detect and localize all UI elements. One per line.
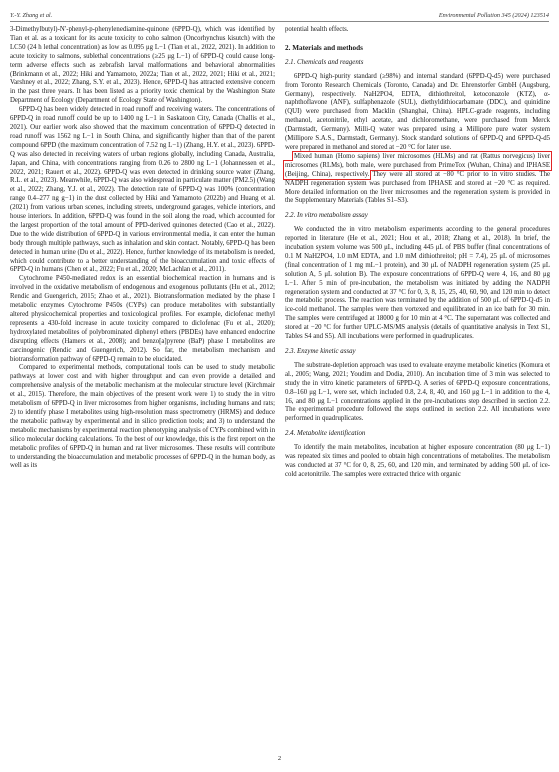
- running-head-authors: Y.-Y. Zhang et al.: [10, 12, 53, 19]
- running-head-journal: Environmental Pollution 345 (2024) 123514: [438, 12, 549, 19]
- intro-paragraph-3: Cytochrome P450-mediated redox is an essential biochemical reaction in humans and is involved in the oxidative metabolism of endogenous and exogenous pollutants (Hu et al., 2012; Rendic and Guengerich, 2015; Zhao et al., 2021). Biotransformation mediated by the phase I metabolic enzymes Cytochrome P450s (CYPs) can produce metabolites with substantially altered physicochemical properties and toxicological profiles. For example, diclofenac methyl represents a 430-fold increase in acute toxicity compared to diclofenac (Fu et al., 2020); hydroxylated metabolites of polybrominated diphenyl ethers (PBDEs) have enhanced endocrine disrupting effects (Hamers et al., 2008); and benzo[a]pyrene (BaP) phase I metabolites are carcinogenic (Rendic and Guengerich, 2012). So far, the metabolism mechanism and biotransformation pathway of 6PPD-Q remain to be elucidated.: [10, 275, 275, 363]
- highlighted-microsomes-sentence: Mixed human (Homo sapiens) liver microsomes (HLMs) and rat (Rattus norvegicus) liver microsomes (RLMs), both male, were purchased from PrimeTox (Wuhan, China) and IPHASE (Beijing, China), respectively.: [285, 152, 550, 178]
- subsection-heading-in-vitro: 2.2. In vitro metabolism assay: [285, 212, 368, 220]
- intro-paragraph-end: potential health effects.: [285, 26, 349, 33]
- metabolite-identification-paragraph: To identify the main metabolites, incubation at higher exposure concentration (80 μg L−1) was repeated six times and pooled to obtain high concentrations of metabolites. The metabolism was conducted at 37 °C for 0, 8, 25, 60, and 120 min, and terminated by adding 500 μL of ice-cold acetonitrile. The samples were extracted thrice with organic: [285, 444, 550, 478]
- right-column: [285, 26, 550, 480]
- in-vitro-paragraph: We conducted the in vitro metabolism experiments according to the general procedures reported in literature (He et al., 2021; Hou et al., 2018; Zhang et al., 2018). In brief, the incubation system volume was 500 μL, including 445 μL of PBS buffer (final concentrations of 0.1 M NaH2PO4, 1.0 mM EDTA, and 1.0 mM dithiothreitol; pH = 7.4), 25 μL of microsomes (final concentration of 1 mg mL−1 protein), and 30 μL of NADPH regeneration system (25 μL solution A, 5 μL solution B). The exposure concentrations of 6PPD-Q were 4, 16, and 80 μg L−1. After 5 min of pre-incubation, the metabolism was initiated by adding the NADPH regeneration system and conducted at 37 °C for 0, 3, 8, 15, 25, 40, 60, 90, and 120 min to detect the metabolic process. The reaction was terminated by the addition of 500 μL of 6PPD-Q-d5 in ice-cold methanol. The samples were then vortexed and equilibrated in an ice bath for 30 min. The samples were centrifuged at 18000 g for 10 min at 4 °C. The supernatant was collected and stored at −20 °C for further UPLC-MS/MS analysis (details of quantitative analysis in Text S1, Tables S4 and S5). All incubations were performed in quadruplicates.: [285, 226, 550, 341]
- left-column: [10, 26, 275, 471]
- subsection-heading-chemicals: 2.1. Chemicals and reagents: [285, 58, 364, 66]
- chemicals-paragraph: 6PPD-Q high-purity standard (≥98%) and internal standard (6PPD-Q-d5) were purchased from Toronto Research Chemicals (Toronto, Canada) and Dr. Ehrenstorfer GmbH (Augsburg, Germany), respectively. NaH2PO4, EDTA, dithiothreitol, ketoconazole (KTZ), α-naphthoflavone (ANF), sulfaphenazole (SUL), diethyldithiocarbamate (DDC), and quinidine (QUI) were purchased from Macklin (Shanghai, China). HPLC-grade reagents, including methanol, acetonitrile, ethyl acetate, and dichloromethane, were purchased from Merck (Darmstadt, Germany). Milli-Q water was prepared using a Millipore pure water system (Millipore S.A.S., Darmstadt, Germany). Stock standard solutions of 6PPD-Q and 6PPD-Q-d5 were prepared in methanol and stored at −20 °C for later use.: [285, 72, 550, 151]
- intro-paragraph-1: 3-Dimethylbutyl)-N′-phenyl-p-phenylenediamine-quinone (6PPD-Q), which was identified by Tian et al. as a toxicant for its acute toxicity to coho salmon (Oncorhynchus kisutch) with the LC50 (24 h lethal concentration) as low as 0.095 μg L−1 (Tian et al., 2022, 2021). In addition to acute toxicity to salmons, sublethal concentrations (≥25 μg L−1) of 6PPD-Q could cause long-term adverse effects such as zebrafish larval malformations and behavioral abnormalities (Brinkmann et al., 2022; Hiki and Yamamoto, 2022a; Tian et al., 2022, 2021; Hiki et al., 2021; Varshney et al., 2022; Zhang, S.Y. et al., 2023). Hence, 6PPD-Q has attracted extensive concern in the past three years. It has been listed as a priority toxic chemical by the Washington State Department of Ecology (Department of Ecology State of Washington).: [10, 26, 275, 105]
- intro-paragraph-4: Compared to experimental methods, computational tools can be used to study metabolic pathways at lower cost and with higher throughput and can even provide a detailed and comprehensive analysis of the metabolic mechanism at the molecular structure level (Kirchmair et al., 2015). Therefore, the main objectives of the present work were 1) to study the in vitro metabolism of 6PPD-Q in liver microsomes from higher organisms, including humans and rats; 2) to identify phase I metabolites using high-resolution mass spectrometry (HRMS) and deduce the metabolic pathway by experimental and in silico prediction tools; and 3) to understand the metabolic mechanisms by experimental reaction phenotyping analysis of CYPs combined with in silico molecular docking calculations. To the best of our knowledge, this is the first report on the metabolic profiles of 6PPD-Q in human and rat liver microsomes. These results will contribute to understanding the bioaccumulation and metabolic processes of 6PPD-Q in the human body, as well as its: [10, 364, 275, 470]
- enzyme-kinetic-paragraph: The substrate-depletion approach was used to evaluate enzyme metabolic kinetics (Komura et al., 2005; Wang, 2021; Youdim and Dodia, 2010). An incubation time of 3 min was selected to study the in vitro kinetic parameters of 6PPD-Q. A series of 6PPD-Q exposure concentrations, 0.8–160 μg L−1, were set, which included 0.8, 2.4, 8, 40, and 160 μg L−1 in addition to the 4, 16, and 80 μg L−1 concentrations applied in the pre-incubations step described in section 2.2. The experimental procedure followed the steps outlined in section 2.2. All incubations were performed in quadruplicates.: [285, 361, 550, 423]
- subsection-heading-metabolite-identification: 2.4. Metabolite identification: [285, 430, 366, 438]
- microsomes-paragraph: [285, 153, 550, 206]
- microsomes-paragraph-rest: They were all stored at −80 °C prior to in vitro studies. The NADPH regeneration system was purchased from IPHASE and stored at −20 °C as required. More detailed information on the liver microsomes and the regeneration system is provided in the Supplementary Materials (Tables S1–S3).: [285, 170, 551, 205]
- header-rule: [10, 21, 549, 22]
- page-number: 2: [277, 755, 282, 762]
- subsection-heading-enzyme-kinetic: 2.3. Enzyme kinetic assay: [285, 348, 356, 355]
- intro-paragraph-2: 6PPD-Q has been widely detected in road runoff and receiving waters. The concentrations of 6PPD-Q in road runoff could be up to 1400 ng L−1 in Saskatoon City, Canada (Challis et al., 2021). Our earlier work also showed that the maximum concentration of 6PPD-Q detected in road runoff was 1562 ng L−1 in South China, and significantly higher than that of the parent compound 6PPD (the maximum concentration of 7.52 ng L−1) (Zhang, H.Y. et al., 2023). 6PPD-Q was also detected in receiving waters of urban regions globally, including Canada, Australia, Japan, and China, with concentrations ranging from 0.26 to 2800 ng L−1 (Johannessen et al., 2022, 2021; Rauert et al., 2022). 6PPD-Q was even detected in drinking source water (Zhang, R.L. et al., 2023). Meanwhile, 6PPD-Q was also widespread in particulate matter (PM2.5) (Wang et al., 2022; Zhang, Y.J. et al., 2022). The detection rate of 6PPD-Q was 100% (concentration range 0.4–277 ng g−1) in the dust collected by Hiki and Yamamoto (2022b) and Huang et al. (2021) from various urban scenes, including streets, underground garages, vehicle interiors, and house interiors. In addition, 6PPD-Q was found in the soil along the road, which accounted for the largest proportion of the total amount of PPD-derived quinones detected (Cao et al., 2022). Due to the wide distribution of 6PPD-Q in various environmental media, it can enter the human body through multiple pathways, such as inhalation and skin contact. Notably, 6PPD-Q has been detected in human urine (Du et al., 2022). Hence, further knowledge of its metabolism is needed, which could contribute to a better understanding of the bioaccumulation and toxic effects of 6PPD-Q in humans (Chen et al., 2022; Fu et al., 2020; McLachlan et al., 2011).: [10, 106, 275, 274]
- section-heading-materials-methods: 2. Materials and methods: [285, 43, 363, 52]
